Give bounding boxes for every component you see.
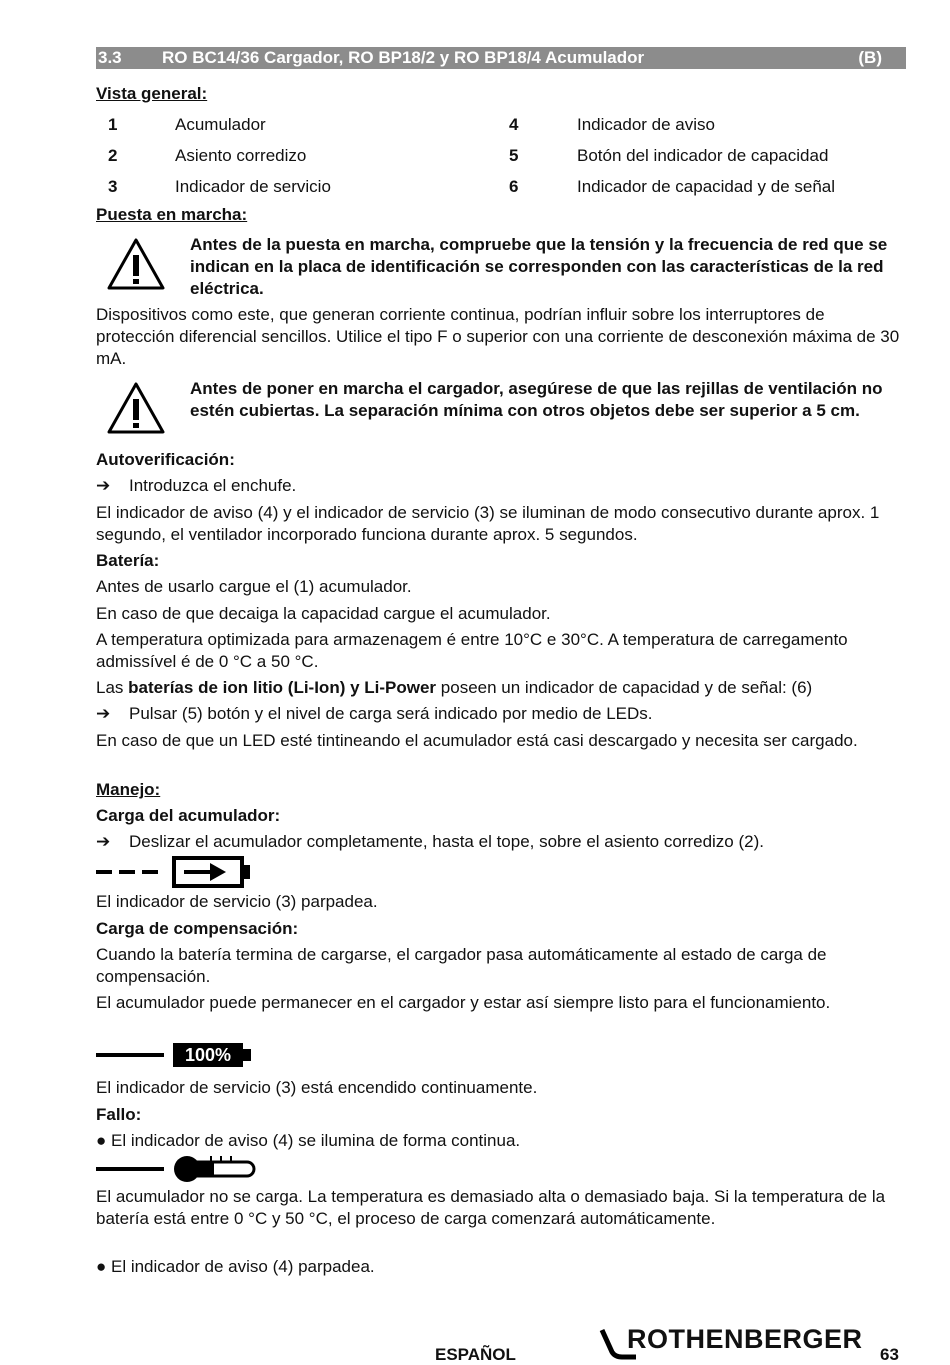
- paragraph: El indicador de servicio (3) parpadea.: [96, 892, 378, 911]
- text-run: poseen un indicador de capacidad y de señal: (6): [436, 678, 813, 697]
- warning-text: Antes de poner en marcha el cargador, asegúrese de que las rejillas de ventilación no estén cubiertas. La separación mínima con otros objetos debe ser superior a 5 cm.: [190, 379, 883, 420]
- trickle-heading: Carga de compensación:: [96, 919, 299, 938]
- overview-item-label: Indicador de servicio: [175, 177, 331, 196]
- charging-heading: Carga del acumulador:: [96, 806, 281, 825]
- paragraph: Dispositivos como este, que generan corriente continua, podrían influir sobre los interruptores de protección diferencial sencillos. Utilice el tipo F o superior con una corriente de desconexión máxima de 30 mA.: [96, 305, 900, 368]
- arrow-right-icon: ➔: [96, 832, 111, 851]
- step-text: Deslizar el acumulador completamente, hasta el tope, sobre el asiento corredizo (2).: [129, 832, 764, 851]
- text-run: Las: [96, 678, 129, 697]
- text-run-bold: baterías de ion litio (Li-Ion) y Li-Power: [128, 678, 437, 697]
- warning-triangle-icon: [106, 381, 166, 435]
- paragraph: Antes de usarlo cargue el (1) acumulador.: [96, 577, 412, 596]
- warning-text: Antes de la puesta en marcha, compruebe que la tensión y la frecuencia de red que se indican en la placa de identificación se corresponden con las características de la red eléctrica.: [190, 235, 888, 298]
- arrow-right-icon: ➔: [96, 476, 111, 495]
- warning-triangle-icon: [106, 237, 166, 291]
- thermometer-icon: [96, 1154, 262, 1184]
- paragraph: El indicador de servicio (3) está encendido continuamente.: [96, 1078, 538, 1097]
- operation-heading: Manejo:: [96, 780, 161, 799]
- selftest-heading: Autoverificación:: [96, 450, 235, 469]
- paragraph: El indicador de aviso (4) y el indicador de servicio (3) se iluminan de modo consecutivo durante aprox. 1 segundo, el ventilador incorporado funciona durante aprox. 5 segundos.: [96, 503, 880, 544]
- section-variant: (B): [858, 48, 882, 67]
- battery-terminal: [243, 1049, 251, 1061]
- footer-language: ESPAÑOL: [435, 1345, 516, 1364]
- section-title: RO BC14/36 Cargador, RO BP18/2 y RO BP18/4 Acumulador: [162, 48, 645, 67]
- paragraph: En caso de que decaiga la capacidad cargue el acumulador.: [96, 604, 551, 623]
- battery-label: 100%: [184, 1045, 232, 1065]
- footer-brand: ROTHENBERGER: [627, 1324, 863, 1354]
- startup-heading: Puesta en marcha:: [96, 205, 248, 224]
- battery-heading: Batería:: [96, 551, 160, 570]
- fault-heading: Fallo:: [96, 1105, 142, 1124]
- overview-item-number: 5: [509, 146, 519, 165]
- overview-heading: Vista general:: [96, 84, 208, 103]
- paragraph: Cuando la batería termina de cargarse, el cargador pasa automáticamente al estado de carga de compensación.: [96, 945, 827, 986]
- paragraph: A temperatura optimizada para armazenagem é entre 10°C e 30°C. A temperatura de carregamento admissível é de 0 °C a 50 °C.: [96, 630, 848, 671]
- step-text: Pulsar (5) botón y el nivel de carga será indicado por medio de LEDs.: [129, 704, 653, 723]
- arrow-right-icon: ➔: [96, 704, 111, 723]
- overview-item-label: Indicador de capacidad y de señal: [577, 177, 836, 196]
- overview-item-label: Acumulador: [175, 115, 266, 134]
- overview-item-label: Indicador de aviso: [577, 115, 715, 134]
- battery-charging-symbol: [96, 856, 256, 888]
- overview-item-number: 6: [509, 177, 519, 196]
- paragraph: El acumulador puede permanecer en el cargador y estar así siempre listo para el funcionamiento.: [96, 993, 831, 1012]
- section-title-bar: [96, 47, 906, 69]
- section-number: 3.3: [98, 48, 122, 67]
- paragraph: En caso de que un LED esté tintineando el acumulador está casi descargado y necesita ser cargado.: [96, 731, 858, 750]
- battery-full-symbol: [173, 1043, 243, 1067]
- paragraph: [96, 677, 906, 699]
- overview-item-label: Botón del indicador de capacidad: [577, 146, 829, 165]
- paragraph: El acumulador no se carga. La temperatura es demasiado alta o demasiado baja. Si la temperatura de la batería está entre 0 °C y 50 °C, el proceso de carga comenzará automáticamente.: [96, 1187, 886, 1228]
- overview-item-number: 1: [108, 115, 118, 134]
- bullet-item: ● El indicador de aviso (4) parpadea.: [96, 1257, 375, 1276]
- step-text: Introduzca el enchufe.: [129, 476, 297, 495]
- overview-item-number: 4: [509, 115, 519, 134]
- bullet-item: ● El indicador de aviso (4) se ilumina de forma continua.: [96, 1131, 521, 1150]
- overview-item-label: Asiento corredizo: [175, 146, 307, 165]
- page-number: 63: [880, 1345, 899, 1364]
- overview-item-number: 2: [108, 146, 118, 165]
- indicator-line: [96, 1053, 164, 1057]
- overview-item-number: 3: [108, 177, 118, 196]
